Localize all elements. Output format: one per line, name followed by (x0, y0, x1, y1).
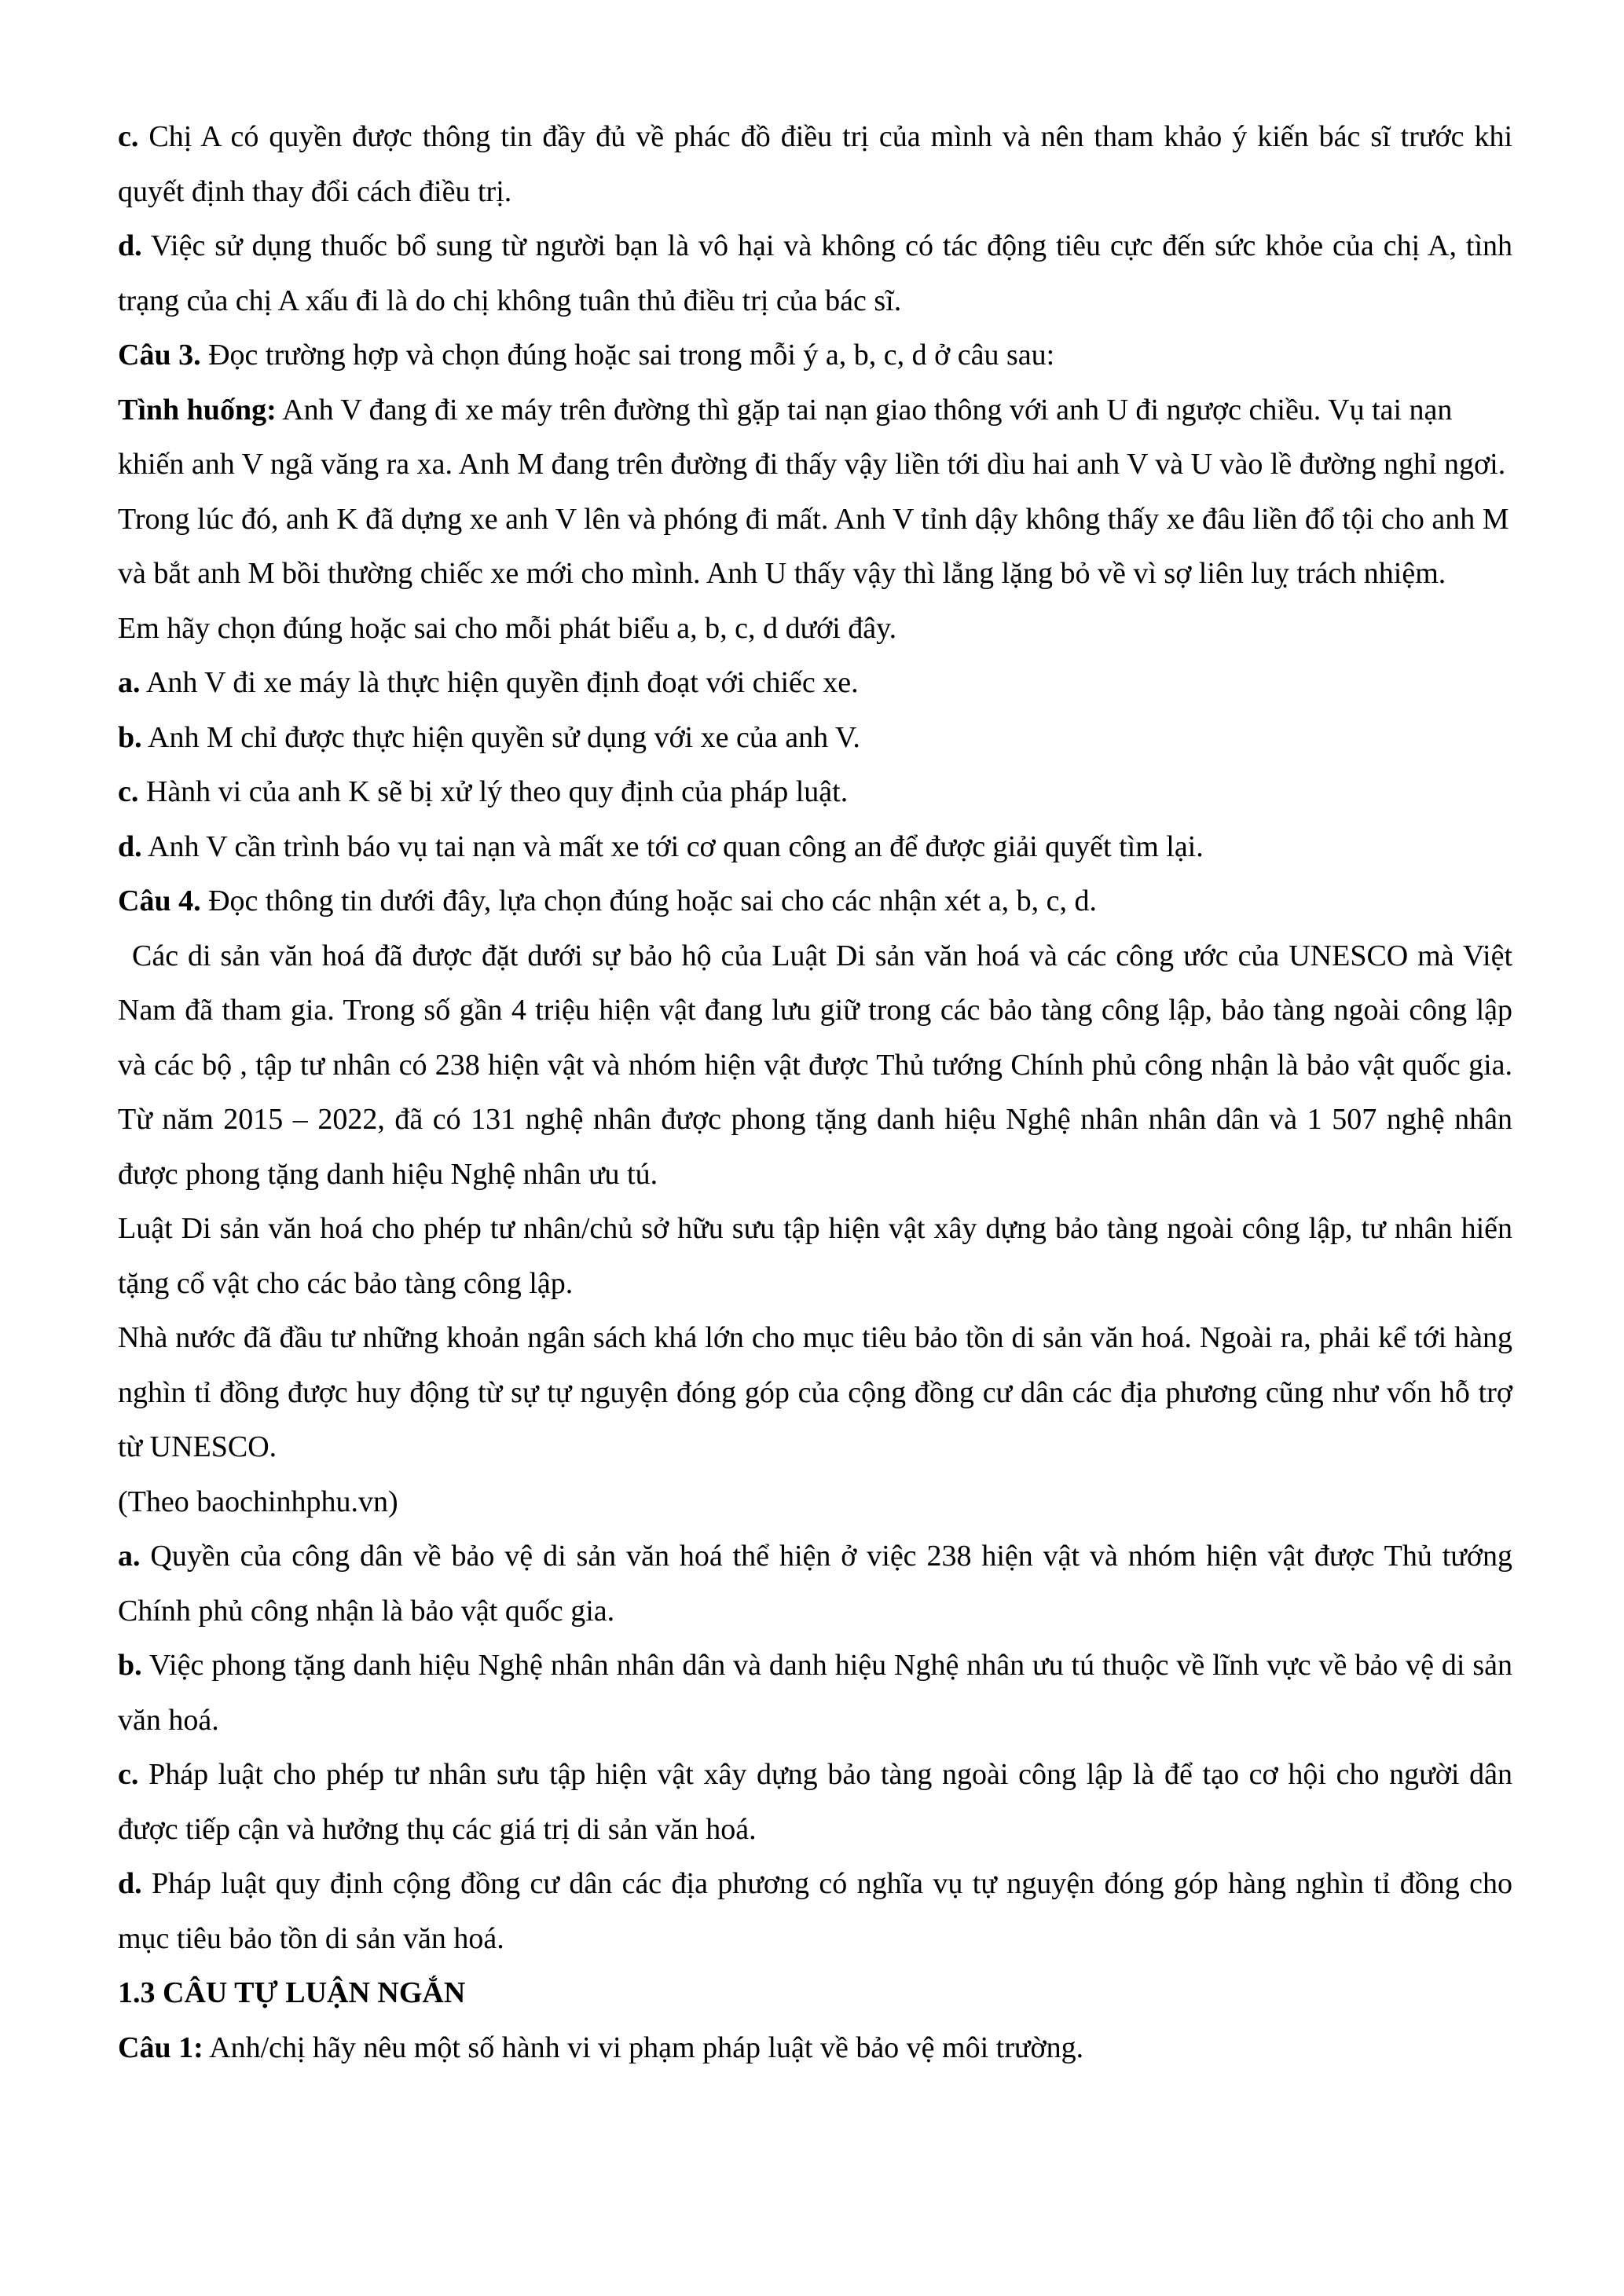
option-label: d. (118, 1867, 142, 1900)
q3-option-b (118, 711, 1512, 766)
situation-label: Tình huống: (118, 393, 277, 427)
info-paragraph-2 (118, 1202, 1512, 1311)
short-question-1 (118, 2021, 1512, 2076)
option-label: b. (118, 720, 142, 754)
option-text: Anh V đi xe máy là thực hiện quyền định đoạt với chiếc xe. (140, 666, 859, 699)
option-text: Quyền của công dân về bảo vệ di sản văn hoá thể hiện ở việc 238 hiện vật và nhóm hiện vật được Thủ tướng Chính phủ công nhận là bảo vật quốc gia. (118, 1540, 1512, 1628)
option-label: b. (118, 1649, 142, 1682)
instruction-text: Em hãy chọn đúng hoặc sai cho mỗi phát biểu a, b, c, d dưới đây. (118, 611, 897, 645)
option-label: a. (118, 1540, 141, 1573)
question-text: Anh/chị hãy nêu một số hành vi vi phạm pháp luật về bảo vệ môi trường. (203, 2031, 1084, 2064)
situation-text: Anh V đang đi xe máy trên đường thì gặp tai nạn giao thông với anh U đi ngược chiều. Vụ tai nạn khiến anh V ngã văng ra xa. Anh M đang trên đường đi thấy vậy liền tới dìu hai anh V và U vào lề đường nghỉ ngơi. Trong lúc đó, anh K đã dựng xe anh V lên và phóng đi mất. Anh V tỉnh dậy không thấy xe đâu liền đổ tội cho anh M và bắt anh M bồi thường chiếc xe mới cho mình. Anh U thấy vậy thì lẳng lặng bỏ về vì sợ liên luỵ trách nhiệm. (118, 393, 1509, 590)
q4-option-d (118, 1857, 1512, 1966)
option-label: d. (118, 229, 142, 262)
q4-option-a (118, 1529, 1512, 1639)
option-text: Pháp luật cho phép tư nhân sưu tập hiện vật xây dựng bảo tàng ngoài công lập là để tạo cơ hội cho người dân được tiếp cận và hưởng thụ các giá trị di sản văn hoá. (118, 1758, 1512, 1846)
q3-option-c (118, 765, 1512, 820)
section-title: 1.3 CÂU TỰ LUẬN NGẮN (118, 1976, 466, 2009)
option-d-paragraph (118, 219, 1512, 328)
info-paragraph-1 (118, 929, 1512, 1203)
instruction-paragraph (118, 602, 1512, 657)
option-text: Pháp luật quy định cộng đồng cư dân các địa phương có nghĩa vụ tự nguyện đóng góp hàng nghìn tỉ đồng cho mục tiêu bảo tồn di sản văn hoá. (118, 1867, 1512, 1955)
option-text: Anh M chỉ được thực hiện quyền sử dụng với xe của anh V. (141, 720, 860, 754)
option-label: d. (118, 829, 142, 863)
document-page (118, 110, 1512, 2075)
option-text: Việc sử dụng thuốc bổ sung từ người bạn là vô hại và không có tác động tiêu cực đến sức khỏe của chị A, tình trạng của chị A xấu đi là do chị không tuân thủ điều trị của bác sĩ. (118, 229, 1512, 317)
info-paragraph-3 (118, 1311, 1512, 1475)
option-label: a. (118, 666, 141, 699)
question-text: Đọc trường hợp và chọn đúng hoặc sai trong mỗi ý a, b, c, d ở câu sau: (200, 339, 1055, 372)
option-text: Anh V cần trình báo vụ tai nạn và mất xe tới cơ quan công an để được giải quyết tìm lại. (141, 829, 1204, 863)
question-label: Câu 1: (118, 2031, 203, 2064)
question-label: Câu 4. (118, 884, 201, 917)
situation-paragraph (118, 383, 1512, 602)
section-heading (118, 1966, 1512, 2021)
q3-option-a (118, 656, 1512, 711)
question-3-heading (118, 328, 1512, 383)
info-text: Luật Di sản văn hoá cho phép tư nhân/chủ sở hữu sưu tập hiện vật xây dựng bảo tàng ngoài công lập, tư nhân hiến tặng cổ vật cho các bảo tàng công lập. (118, 1212, 1512, 1300)
question-text: Đọc thông tin dưới đây, lựa chọn đúng hoặc sai cho các nhận xét a, b, c, d. (200, 884, 1098, 917)
option-c-paragraph (118, 110, 1512, 219)
q4-option-c (118, 1748, 1512, 1857)
option-label: c. (118, 1758, 139, 1791)
q3-option-d (118, 820, 1512, 875)
info-text: Các di sản văn hoá đã được đặt dưới sự bảo hộ của Luật Di sản văn hoá và các công ước của UNESCO mà Việt Nam đã tham gia. Trong số gần 4 triệu hiện vật đang lưu giữ trong các bảo tàng công lập, bảo tàng ngoài công lập và các bộ , tập tư nhân có 238 hiện vật và nhóm hiện vật được Thủ tướng Chính phủ công nhận là bảo vật quốc gia. Từ năm 2015 – 2022, đã có 131 nghệ nhân được phong tặng danh hiệu Nghệ nhân nhân dân và 1 507 nghệ nhân được phong tặng danh hiệu Nghệ nhân ưu tú. (118, 939, 1512, 1191)
option-label: c. (118, 775, 139, 808)
source-text: (Theo baochinhphu.vn) (118, 1485, 398, 1518)
source-citation (118, 1475, 1512, 1530)
question-4-heading (118, 874, 1512, 929)
option-label: c. (118, 120, 139, 153)
option-text: Việc phong tặng danh hiệu Nghệ nhân nhân dân và danh hiệu Nghệ nhân ưu tú thuộc về lĩnh vực về bảo vệ di sản văn hoá. (118, 1649, 1512, 1737)
q4-option-b (118, 1639, 1512, 1748)
question-label: Câu 3. (118, 339, 201, 372)
option-text: Hành vi của anh K sẽ bị xử lý theo quy định của pháp luật. (138, 775, 849, 808)
info-text: Nhà nước đã đầu tư những khoản ngân sách khá lớn cho mục tiêu bảo tồn di sản văn hoá. Ngoài ra, phải kể tới hàng nghìn tỉ đồng được huy động từ sự tự nguyện đóng góp của cộng đồng cư dân các địa phương cũng như vốn hỗ trợ từ UNESCO. (118, 1321, 1512, 1463)
option-text: Chị A có quyền được thông tin đầy đủ về phác đồ điều trị của mình và nên tham khảo ý kiến bác sĩ trước khi quyết định thay đổi cách điều trị. (118, 120, 1512, 208)
